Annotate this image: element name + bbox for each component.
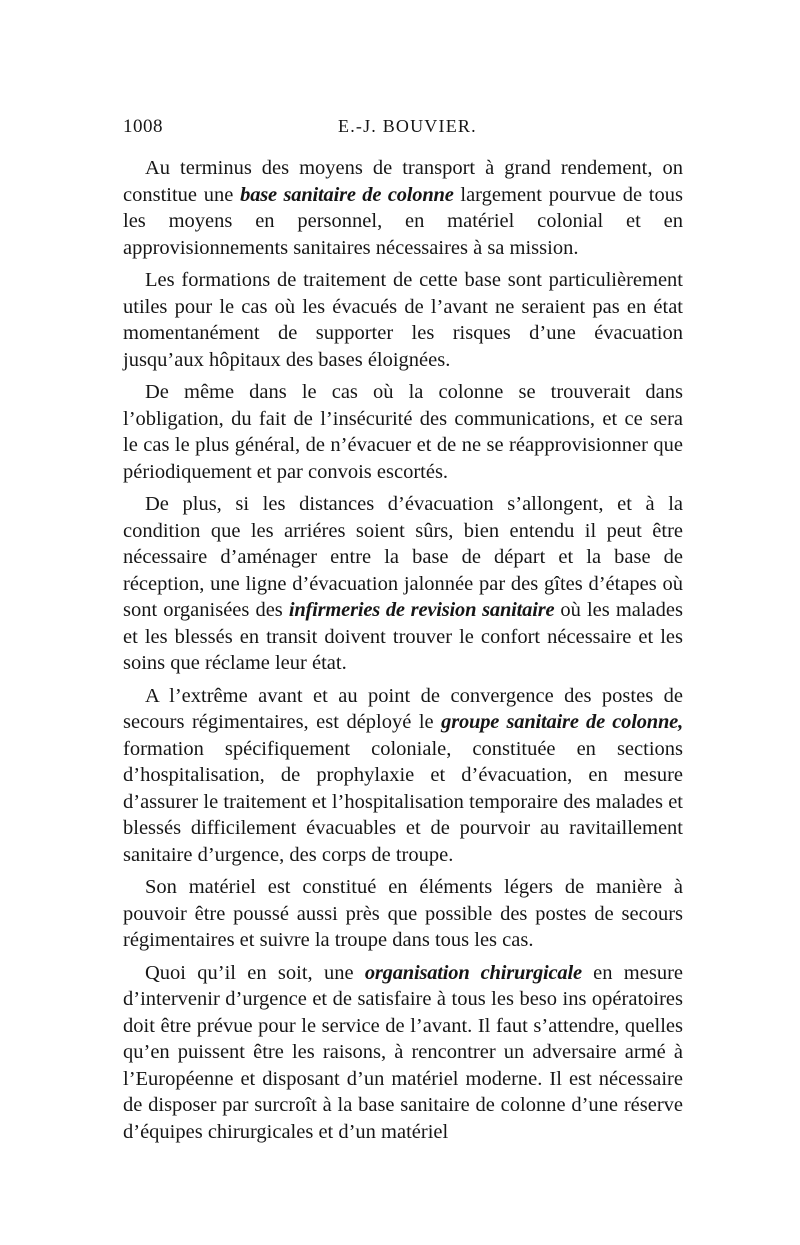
body-text [123,155,683,1151]
emphasized-term: groupe sanitaire de colonne, [441,711,684,733]
text-segment: largement pourvue de tous les moyens en personnel, en matériel colonial et en approvisionnements sanitaires nécessaires à sa mission. [123,183,683,259]
emphasized-term: organisation chirurgicale [364,961,582,984]
text-segment: en mesure d’intervenir d’urgence et de satisfaire à tous les beso ins opératoires doit être prévue pour le service de l’avant. Il faut s’attendre, quelles qu’en puissent être les raisons, à rencontrer un adversaire armé à l’Européenne et disposant d’un matériel moderne. Il est nécessaire de disposer par surcroît à la base sanitaire de colonne d’une réserve d’équipes chirurgicales et d’un matériel [123,961,683,1143]
text-segment: Les formations de traitement de cette base sont particulièrement utiles pour le cas où les évacués de l’avant ne seraient pas en état momentanément de supporter les risques d’une évacuation jusqu’aux hôpitaux des bases éloignées. [123,269,683,371]
paragraph [123,960,683,1146]
text-segment: Au terminus des moyens de transport à grand rendement, on constitue une [123,157,683,206]
paragraph [123,155,683,261]
emphasized-term: base sanitaire de colonne [240,183,454,206]
paragraph [123,874,683,954]
paragraph [123,379,683,485]
page-number: 1008 [123,116,163,137]
running-head: E.-J. BOUVIER. [338,116,477,136]
text-segment: A l’extrême avant et au point de convergence des postes de secours régimentaires, est déployé le [123,684,683,733]
page-header [123,116,683,146]
text-segment: où les malades et les blessés en transit doivent trouver le confort nécessaire et les soins que réclame leur état. [123,599,683,674]
text-segment: Quoi qu’il en soit, une [145,961,365,984]
paragraph [123,267,683,373]
text-segment: formation spécifiquement coloniale, constituée en sections d’hospitalisation, de prophylaxie et d’évacuation, en mesure d’assurer le traitement et l’hospitalisation temporaire des malades et blessés difficilement évacuables et de pourvoir au ravitaillement sanitaire d’urgence, des corps de troupe. [123,737,683,866]
text-segment: Son matériel est constitué en éléments légers de manière à pouvoir être poussé aussi près que possible des postes de secours régimentaires et suivre la troupe dans tous les cas. [123,876,683,951]
text-segment: De même dans le cas où la colonne se trouverait dans l’obligation, du fait de l’insécurité des communications, et ce sera le cas le plus général, de n’évacuer et de ne se réapprovisionner que périodiquement et par convois escortés. [123,381,683,483]
paragraph [123,491,683,677]
emphasized-term: infirmeries de revision sanitaire [288,599,555,621]
text-segment: De plus, si les distances d’évacuation s’allongent, et à la condition que les arriéres soient sûrs, bien entendu il peut être nécessaire d’aménager entre la base de départ et la base de réception, une ligne d’évacuation jalonnée par des gîtes d’étapes où sont organisées des [123,493,683,621]
paragraph [123,683,683,869]
